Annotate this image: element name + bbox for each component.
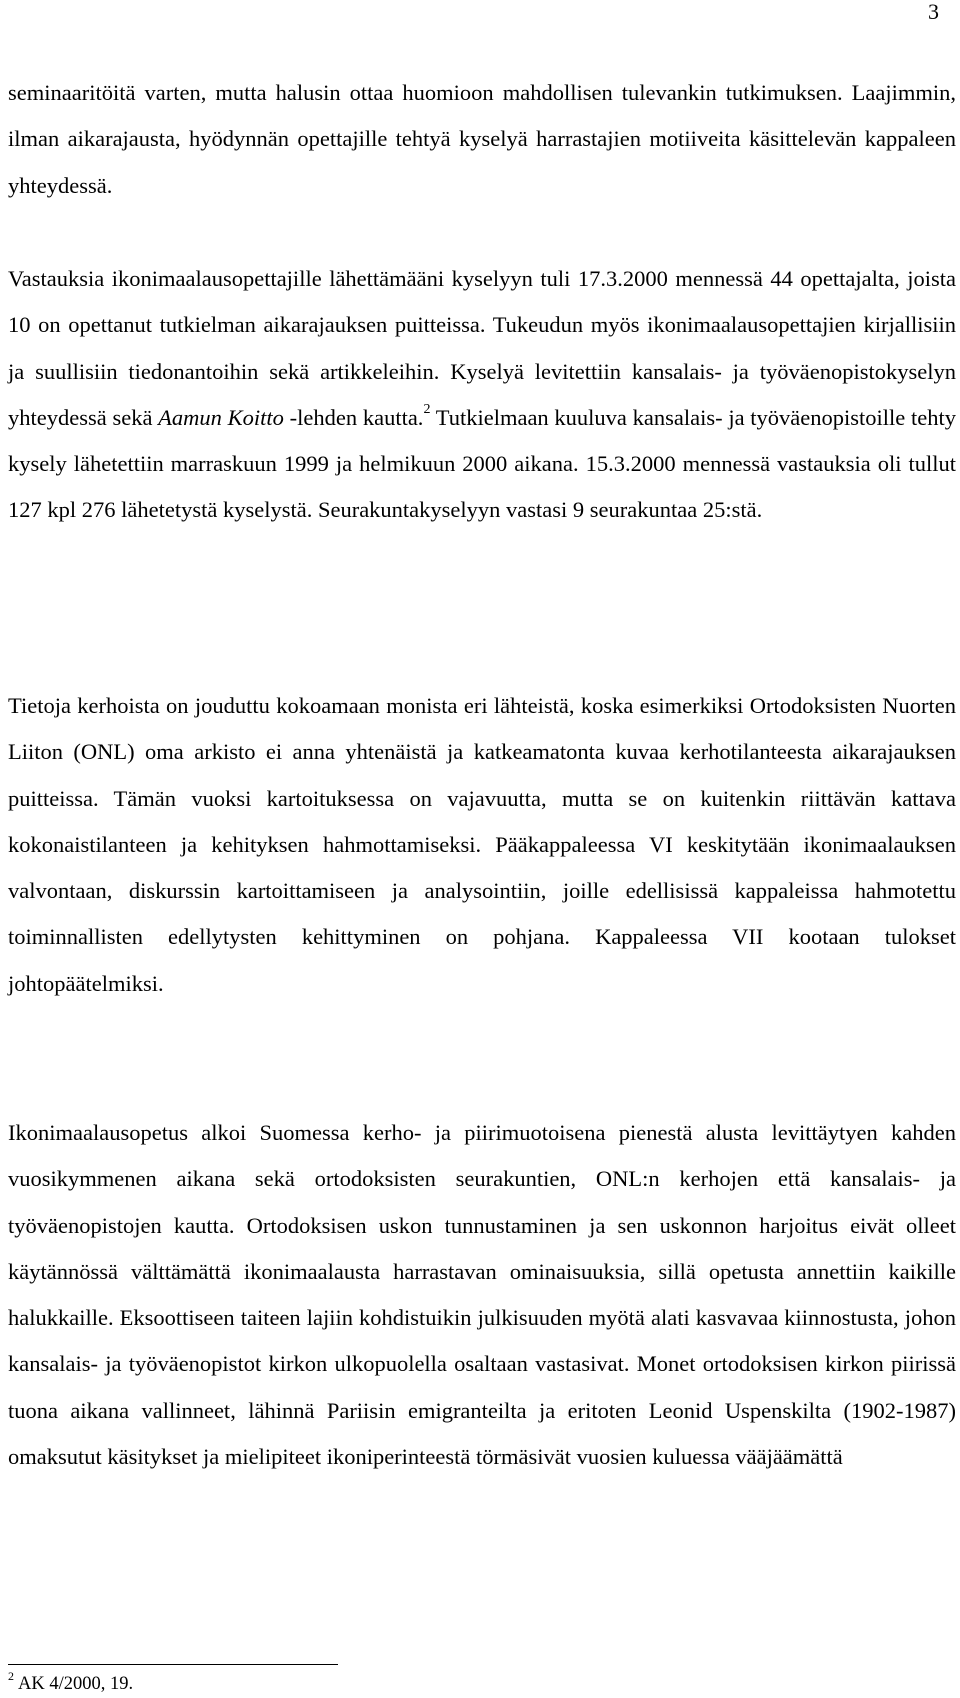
footnote-mark: 2 xyxy=(8,1669,14,1683)
footnote-reference: 2 xyxy=(423,401,431,417)
paragraph-2-text-start: Vastauksia ikonimaalausopettajille lähettämääni kyselyyn tuli 17.3.2000 mennessä 44 opettajalta, joista 10 on opettanut tutkielman aikarajauksen puitteissa. Tukeudun myös ikonimaalausopettajien kirjallisiin ja suullisiin tiedonantoihin sekä artikkeleihin. Kyselyä levitettiin kansalais- ja työväenopistokyselyn yhteydessä sekä xyxy=(8,266,956,430)
page-number: 3 xyxy=(928,0,939,24)
paragraph-2-text-middle: -lehden kautta. xyxy=(283,404,424,430)
publication-title: Aamun Koitto xyxy=(158,404,284,430)
paragraph-1: seminaaritöitä varten, mutta halusin ottaa huomioon mahdollisen tulevankin tutkimuksen. Laajimmin, ilman aikarajausta, hyödynnän opettajille tehtyä kyselyä harrastajien motiiveita käsittelevän kappaleen yhteydessä. xyxy=(8,80,956,198)
footnote-separator xyxy=(8,1664,338,1665)
footnote-text: AK 4/2000, 19. xyxy=(18,1674,134,1694)
paragraph-2-text-end: Tutkielmaan kuuluva kansalais- ja työväenopistoille tehty kysely lähetettiin marraskuun 1999 ja helmikuun 2000 aikana. 15.3.2000 mennessä vastauksia oli tullut 127 kpl 276 lähetetystä kyselystä. Seurakuntakyselyyn vastasi 9 seurakuntaa 25:stä. xyxy=(8,404,956,523)
paragraph-4: Ikonimaalausopetus alkoi Suomessa kerho- ja piirimuotoisena pienestä alusta levittäytyen kahden vuosikymmenen aikana sekä ortodoksisten seurakuntien, ONL:n kerhojen että kansalais- ja työväenopistojen kautta. Ortodoksisen uskon tunnustaminen ja sen uskonnon harjoitus eivät olleet käytännössä välttämättä ikonimaalausta harrastavan ominaisuuksia, sillä opetusta annettiin kaikille halukkaille. Eksoottiseen taiteen lajiin kohdistuikin julkisuuden myötä alati kasvavaa kiinnostusta, johon kansalais- ja työväenopistot kirkon ulkopuolella osaltaan vastasivat. Monet ortodoksisen kirkon piirissä tuona aikana vallinneet, lähinnä Pariisin emigranteilta ja eritoten Leonid Uspenskilta (1902-1987) omaksutut käsitykset ja mielipiteet ikoniperinteestä törmäsivät vuosien kuluessa vääjäämättä xyxy=(8,1120,956,1470)
paragraph-3: Tietoja kerhoista on jouduttu kokoamaan monista eri lähteistä, koska esimerkiksi Ortodoksisten Nuorten Liiton (ONL) oma arkisto ei anna yhtenäistä ja katkeamatonta kuvaa kerhotilanteesta aikarajauksen puitteissa. Tämän vuoksi kartoituksessa on vajavuutta, mutta se on kuitenkin riittävän kattava kokonaistilanteen ja kehityksen hahmottamiseksi. Pääkappaleessa VI keskitytään ikonimaalauksen valvontaan, diskurssin kartoittamiseen ja analysointiin, joille edellisissä kappaleissa hahmotettu toiminnallisten edellytysten kehittyminen on pohjana. Kappaleessa VII kootaan tulokset johtopäätelmiksi. xyxy=(8,693,956,996)
footnote xyxy=(8,1669,134,1695)
paragraph-2 xyxy=(8,256,956,534)
